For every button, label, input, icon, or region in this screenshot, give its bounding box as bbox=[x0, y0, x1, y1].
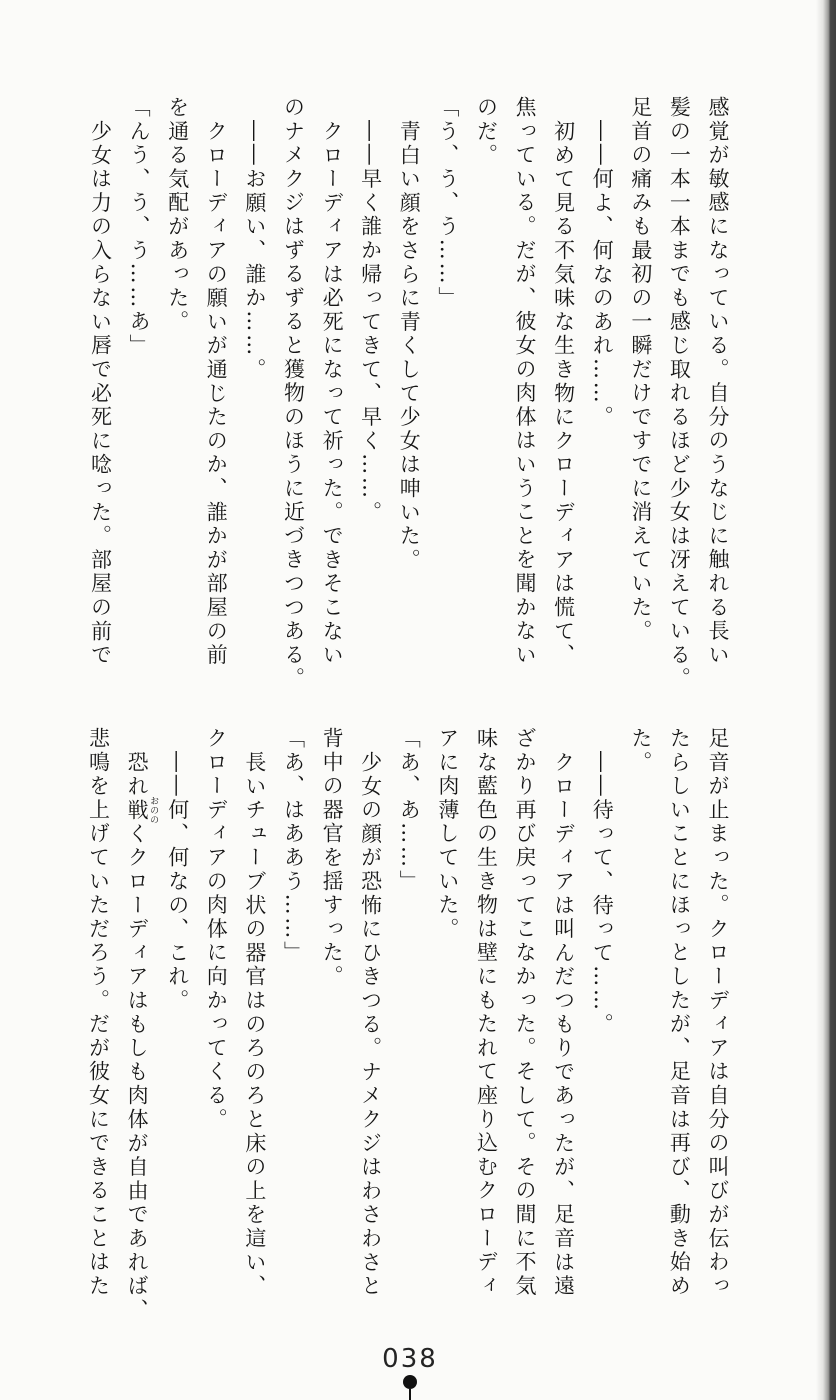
text-column: 少女は力の入らない唇で必死に唸った。部屋の前で bbox=[88, 120, 113, 668]
ruby-annotated-text: 戦 おのの bbox=[125, 796, 159, 825]
pin-ball-shape bbox=[403, 1375, 417, 1389]
text-column: ――何、何なの、これ。 bbox=[165, 751, 190, 1013]
text-column: た。 bbox=[628, 727, 653, 775]
text-column: を通る気配があった。 bbox=[165, 96, 190, 334]
text-column: 背中の器官を揺すった。 bbox=[320, 727, 345, 989]
text-column: 「あ、あ……」 bbox=[397, 727, 422, 894]
text-column: 悲鳴を上げていただろう。だが彼女にできることはた bbox=[86, 727, 111, 1299]
text-column: クローディアの肉体に向かってくる。 bbox=[204, 727, 229, 1132]
pin-stem-shape bbox=[409, 1389, 411, 1400]
text-column: 髪の一本一本までも感じ取れるほど少女は冴えている。 bbox=[667, 96, 692, 691]
text-column: 長いチューブ状の器官はのろのろと床の上を這い、 bbox=[242, 751, 267, 1299]
text-column: 「う、う、う……」 bbox=[435, 96, 460, 311]
top-text-block bbox=[81, 96, 737, 704]
text-column: 恐れ戦 おののくクローディアはもしも肉体が自由であれば、 bbox=[125, 751, 159, 1323]
text-column: 味な藍色の生き物は壁にもたれて座り込むクローディ bbox=[474, 727, 499, 1299]
text-column: 青白い顔をさらに青くして少女は呻いた。 bbox=[397, 120, 422, 573]
text-column: 少女の顔が恐怖にひきつる。ナメクジはわさわさと bbox=[358, 751, 383, 1299]
page-footer bbox=[0, 1346, 820, 1372]
text-column: ――何よ、何なのあれ……。 bbox=[590, 120, 615, 430]
text-column: 感覚が敏感になっている。自分のうなじに触れる長い bbox=[706, 96, 730, 668]
text-column: のだ。 bbox=[474, 96, 499, 168]
text-column: ――早く誰か帰ってきて、早く……。 bbox=[358, 120, 383, 525]
text-column: 足音が止まった。クローディアは自分の叫びが伝わっ bbox=[706, 727, 730, 1299]
text-column: クローディアは必死になって祈った。できそこない bbox=[320, 120, 345, 668]
text-column: クローディアは叫んだつもりであったが、足音は遠 bbox=[551, 751, 576, 1299]
text-column: ――待って、待って……。 bbox=[590, 751, 615, 1037]
text-column: たらしいことにほっとしたが、足音は再び、動き始め bbox=[667, 727, 692, 1299]
pin-ornament-icon bbox=[0, 1375, 820, 1400]
bottom-text-block bbox=[79, 727, 737, 1335]
text-column: アに肉薄していた。 bbox=[435, 727, 460, 942]
text-column: ざかり再び戻ってこなかった。そして。その間に不気 bbox=[513, 727, 538, 1299]
text-column: 初めて見る不気味な生き物にクローディアは慌て、 bbox=[551, 120, 576, 668]
text-column: 足首の痛みも最初の一瞬だけですでに消えていた。 bbox=[628, 96, 653, 644]
text-column: 「んう、う、う……あ」 bbox=[127, 96, 152, 358]
page-edge-shadow bbox=[816, 0, 836, 1400]
text-column: のナメクジはずるずると獲物のほうに近づきつつある。 bbox=[281, 96, 306, 691]
page-number: 038 bbox=[382, 1344, 438, 1374]
text-column: クローディアの願いが通じたのか、誰かが部屋の前 bbox=[204, 120, 229, 668]
text-column: 焦っている。だが、彼女の肉体はいうことを聞かない bbox=[513, 96, 538, 668]
text-column: 「あ、はああう……」 bbox=[281, 727, 306, 965]
text-column: ――お願い、誰か……。 bbox=[242, 120, 267, 382]
